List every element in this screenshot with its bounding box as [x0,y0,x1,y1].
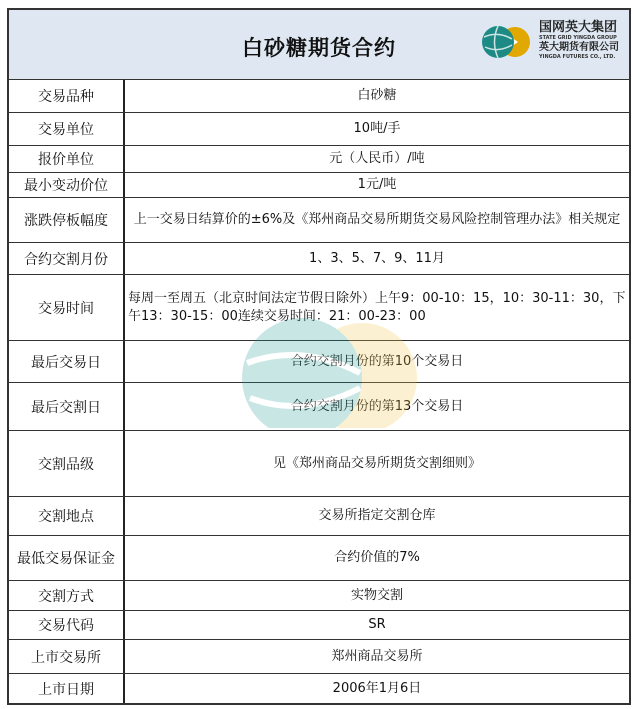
table-row [9,431,629,497]
row-value: 交易所指定交割仓库 [318,508,436,523]
row-label: 上市日期 [9,674,125,703]
table-row [9,536,629,581]
row-value: 元（人民币）/吨 [329,151,425,166]
row-value: 每周一至周五（北京时间法定节假日除外）上午9：00-10：15，10：30-11：30，下午13：30-15：00连续交易时间：21：00-23：00 [128,290,626,324]
row-label: 交易单位 [9,113,125,145]
table-row [9,173,629,198]
table-row [9,383,629,431]
row-value: 合约交割月份的第10个交易日 [290,353,464,369]
row-value: 1、3、5、7、9、11月 [309,250,445,266]
row-label: 交易代码 [9,611,125,639]
logo-group-name-en: STATE GRID YINGDA GROUP [539,35,617,41]
table-row [9,275,629,341]
row-label: 最后交易日 [9,341,125,382]
row-value: 合约交割月份的第13个交易日 [290,398,464,414]
logo-group-name: 国网英大集团 [539,20,618,35]
table-row [9,640,629,674]
contract-table [7,8,631,705]
row-label: 报价单位 [9,146,125,172]
row-value: 见《郑州商品交易所期货交割细则》 [272,455,481,471]
row-label: 最小变动价位 [9,173,125,197]
row-label: 交割方式 [9,581,125,610]
table-row [9,611,629,640]
row-label: 交割地点 [9,497,125,535]
row-value: SR [368,617,386,632]
row-value: 合约价值的7% [334,550,420,565]
row-label: 交易时间 [9,275,125,340]
logo-company-name-en: YINGDA FUTURES CO., LTD. [539,54,616,60]
row-label: 交易品种 [9,80,125,112]
table-row [9,198,629,243]
table-row [9,674,629,703]
table-header [9,10,629,80]
row-value: 1元/吨 [357,177,397,192]
table-row [9,80,629,113]
row-label: 涨跌停板幅度 [9,198,125,242]
globe-logo-icon [481,23,533,61]
row-label: 最低交易保证金 [9,536,125,580]
row-label: 上市交易所 [9,640,125,673]
table-row [9,113,629,146]
table-row [9,581,629,611]
row-label: 交割品级 [9,431,125,496]
row-value: 实物交割 [350,587,403,603]
row-value: 白砂糖 [357,88,397,103]
row-label: 最后交割日 [9,383,125,430]
table-row [9,243,629,275]
row-value: 郑州商品交易所 [331,648,423,664]
table-row [9,341,629,383]
row-label: 合约交割月份 [9,243,125,274]
row-value: 上一交易日结算价的±6%及《郑州商品交易所期货交易风险控制管理办法》相关规定 [133,212,621,227]
table-row [9,146,629,173]
table-row [9,497,629,536]
row-value: 10吨/手 [353,121,401,136]
logo-company-name: 英大期货有限公司 [539,42,619,53]
row-value: 2006年1月6日 [332,680,422,696]
company-logo [481,21,619,62]
page-title: 白砂糖期货合约 [242,36,396,60]
